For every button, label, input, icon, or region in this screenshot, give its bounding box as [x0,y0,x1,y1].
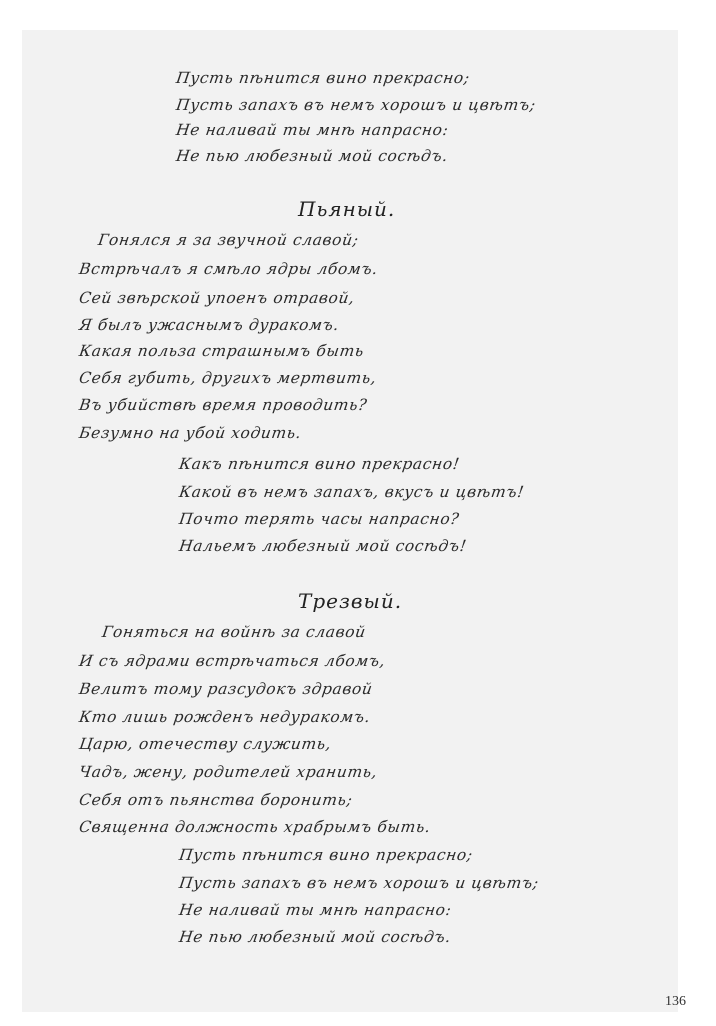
poem-line: Пусть пѣнится вино прекрасно; [178,846,475,864]
poem-line: Какая польза страшнымъ быть [78,342,366,360]
poem-line: Какой въ немъ запахъ, вкусъ и цвѣтъ! [178,483,526,501]
poem-line: Не наливай ты мнѣ напрасно: [175,121,450,139]
poem-line: Сей звѣрской упоенъ отравой, [78,289,356,307]
poem-line: Чадъ, жену, родителей хранить, [78,763,379,781]
poem-line: Безумно на убой ходить. [78,424,303,442]
poem-line: Священна должность храбрымъ быть. [78,818,432,836]
poem-line: Царю, отечеству служить, [78,735,333,753]
poem-line: Въ убийствѣ время проводить? [78,396,369,414]
poem-line: Себя губить, другихъ мертвить, [78,369,378,387]
poem-line: Нальемъ любезный мой сосѣдъ! [178,537,468,555]
page-number: 136 [665,994,686,1009]
poem-line: Гонялся я за звучной славой; [97,231,360,249]
poem-line: Гоняться на войнѣ за славой [101,623,368,641]
poem-line: Кто лишь рожденъ недуракомъ. [78,708,372,726]
poem-line: Я былъ ужаснымъ дуракомъ. [78,316,341,334]
section-heading: Трезвый. [298,589,403,613]
section-heading: Пьяный. [298,197,396,221]
poem-line: Себя отъ пьянства боронить; [78,791,354,809]
poem-line: Пусть пѣнится вино прекрасно; [175,69,472,87]
poem-line: Встрѣчалъ я смѣло ядры лбомъ. [78,260,380,278]
poem-line: И съ ядрами встрѣчаться лбомъ, [78,652,387,670]
poem-line: Пусть запахъ въ немъ хорошъ и цвѣтъ; [178,874,541,892]
poem-line: Какъ пѣнится вино прекрасно! [178,455,461,473]
poem-line: Не пью любезный мой сосѣдъ. [175,147,450,165]
poem-line: Пусть запахъ въ немъ хорошъ и цвѣтъ; [175,96,538,114]
poem-line: Не наливай ты мнѣ напрасно: [178,901,453,919]
poem-line: Не пью любезный мой сосѣдъ. [178,928,453,946]
poem-line: Велитъ тому разсудокъ здравой [78,680,374,698]
poem-line: Почто терять часы напрасно? [178,510,461,528]
